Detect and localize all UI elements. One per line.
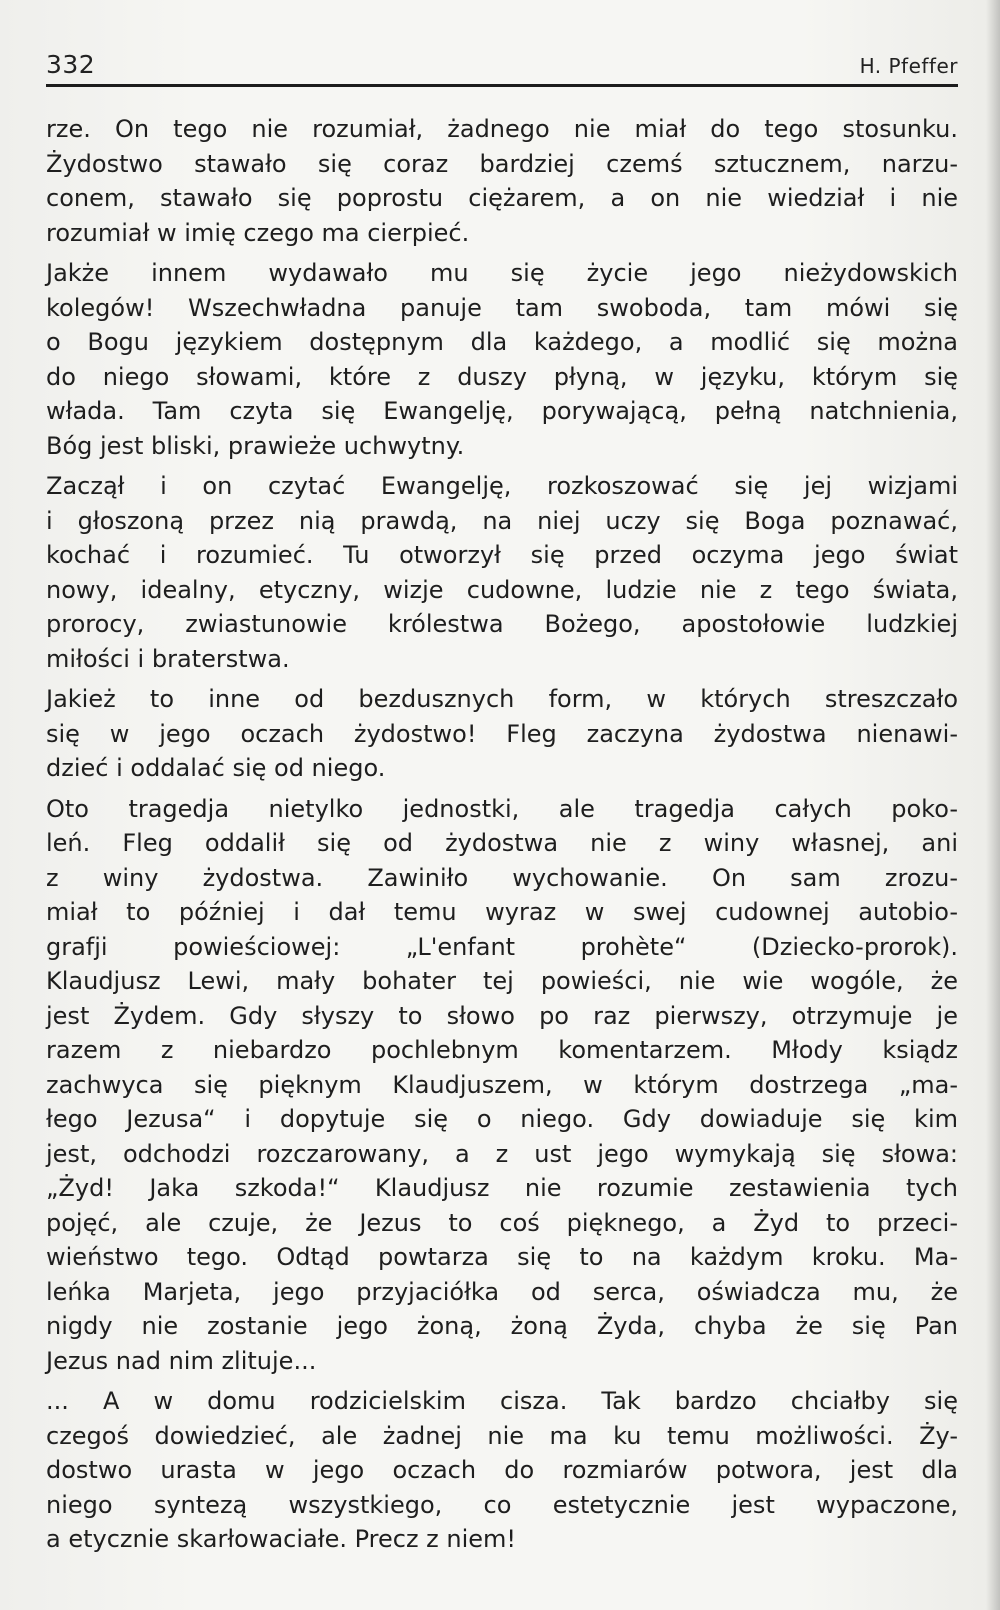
text-line: i głoszoną przez nią prawdą, na niej uczy się Boga poznawać, [46, 506, 958, 535]
text-line: wieństwo tego. Odtąd powtarza się to na każdym kroku. Ma- [46, 1243, 958, 1271]
paragraph [46, 469, 958, 676]
text-line: rozumiał w imię czego ma cierpieć. [46, 218, 470, 247]
text-line: Jakże innem wydawało mu się życie jego nieżydowskich [46, 259, 958, 287]
text-line: jest Żydem. Gdy słyszy to słowo po raz pierwszy, otrzymuje je [46, 1001, 958, 1030]
text-line: łego Jezusa“ i dopytuje się o niego. Gdy dowiaduje się kim [46, 1105, 958, 1133]
paragraph [46, 256, 958, 463]
text-line: niego syntezą wszystkiego, co estetycznie jest wypaczone, [46, 1490, 958, 1519]
text-line: miał to później i dał temu wyraz w swej cudownej autobio- [46, 898, 958, 926]
paragraph [46, 792, 958, 1379]
text-line: czegoś dowiedzieć, ale żadnej nie ma ku temu możliwości. Ży- [46, 1421, 958, 1450]
text-line: zachwyca się pięknym Klaudjuszem, w którym dostrzega „ma- [46, 1070, 958, 1099]
text-line: kochać i rozumieć. Tu otworzył się przed oczyma jego świat [46, 541, 958, 569]
paragraph [46, 682, 958, 786]
text-line: się w jego oczach żydostwo! Fleg zaczyna żydostwa nienawi- [46, 719, 958, 748]
text-line: dzieć i oddalać się od niego. [46, 754, 386, 782]
text-line: razem z niebardzo pochlebnym komentarzem. Młody ksiądz [46, 1036, 958, 1064]
page-number: 332 [46, 50, 96, 79]
text-line: leń. Fleg oddalił się od żydostwa nie z winy własnej, ani [46, 829, 958, 857]
page-header [46, 50, 958, 84]
text-line: Oto tragedja nietylko jednostki, ale tragedja całych poko- [46, 794, 958, 823]
text-line: Żydostwo stawało się coraz bardziej czemś sztucznem, narzu- [46, 149, 958, 178]
body-text [46, 112, 958, 1557]
text-line: Jakież to inne od bezdusznych form, w których streszczało [46, 685, 958, 713]
text-line: do niego słowami, które z duszy płyną, w języku, którym się [46, 362, 958, 391]
paragraph [46, 112, 958, 250]
text-line: dostwo urasta w jego oczach do rozmiarów potwora, jest dla [46, 1456, 958, 1484]
text-line: prorocy, zwiastunowie królestwa Bożego, apostołowie ludzkiej [46, 610, 958, 638]
text-line: z winy żydostwa. Zawiniło wychowanie. On sam zrozu- [46, 863, 958, 892]
text-line: jest, odchodzi rozczarowany, a z ust jego wymykają się słowa: [46, 1139, 958, 1168]
text-line: „Żyd! Jaka szkoda!“ Klaudjusz nie rozumie zestawienia tych [46, 1174, 958, 1202]
text-line: Zaczął i on czytać Ewangelję, rozkoszować się jej wizjami [46, 472, 958, 500]
text-line: pojęć, ale czuje, że Jezus to coś pięknego, a Żyd to przeci- [46, 1208, 958, 1237]
text-line: conem, stawało się poprostu ciężarem, a on nie wiedział i nie [46, 184, 958, 212]
text-line: rze. On tego nie rozumiał, żadnego nie miał do tego stosunku. [46, 115, 958, 143]
text-line: leńka Marjeta, jego przyjaciółka od serca, oświadcza mu, że [46, 1277, 958, 1306]
text-line: o Bogu językiem dostępnym dla każdego, a modlić się można [46, 328, 958, 356]
text-line: Jezus nad nim zlituje... [46, 1346, 317, 1375]
text-line: Klaudjusz Lewi, mały bohater tej powieści, nie wie wogóle, że [46, 967, 958, 995]
text-line: a etycznie skarłowaciałe. Precz z niem! [46, 1525, 517, 1553]
page-edge-shadow [986, 0, 1000, 1610]
text-line: nigdy nie zostanie jego żoną, żoną Żyda, chyba że się Pan [46, 1312, 958, 1340]
text-line: kolegów! Wszechwładna panuje tam swoboda, tam mówi się [46, 293, 958, 322]
text-line: ... A w domu rodzicielskim cisza. Tak bardzo chciałby się [46, 1387, 958, 1415]
text-line: włada. Tam czyta się Ewangelję, porywającą, pełną natchnienia, [46, 397, 958, 425]
running-head: H. Pfeffer [859, 54, 958, 78]
header-rule [46, 84, 958, 87]
paragraph [46, 1384, 958, 1557]
text-line: grafji powieściowej: „L'enfant prohète“ (Dziecko-prorok). [46, 932, 958, 961]
text-line: miłości i braterstwa. [46, 644, 290, 673]
text-line: Bóg jest bliski, prawieże uchwytny. [46, 431, 465, 460]
text-line: nowy, idealny, etyczny, wizje cudowne, ludzie nie z tego świata, [46, 575, 958, 604]
